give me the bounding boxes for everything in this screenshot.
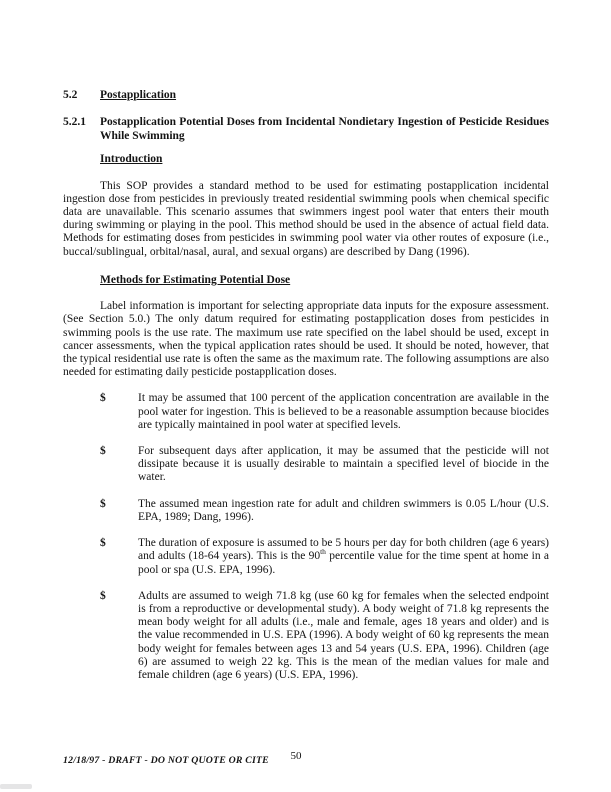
subsection-heading <box>63 116 549 143</box>
bullet-text: It may be assumed that 100 percent of the application concentration are available in the pool water for ingestion. This is believed to be a reasonable assumption because biocides are typically maintained in pool water at specified levels. <box>138 392 549 431</box>
list-item <box>100 445 549 485</box>
bullet-text: The assumed mean ingestion rate for adult and children swimmers is 0.05 L/hour (U.S. EPA, 1989; Dang, 1996). <box>138 497 549 523</box>
list-item <box>100 392 549 432</box>
scan-smudge <box>0 784 32 789</box>
draft-notice: 12/18/97 - DRAFT - DO NOT QUOTE OR CITE <box>63 755 269 766</box>
subsection-title: Postapplication Potential Doses from Incidental Nondietary Ingestion of Pesticide Residues While Swimming <box>100 116 549 142</box>
bullet-marker: $ <box>100 497 106 510</box>
section-number: 5.2 <box>63 89 78 101</box>
bullet-marker: $ <box>100 537 106 550</box>
bullet-marker: $ <box>100 589 106 602</box>
methods-paragraph: Label information is important for selecting appropriate data inputs for the exposure assessment. (See Section 5.0.) The only datum required for estimating postapplication doses from pesticides in swimming pools is the use rate. The maximum use rate specified on the label should be used, except in cancer assessments, when the typical application rates should be used. It should be noted, however, that the typical residential use rate is often the same as the maximum rate. The following assumptions are also needed for estimating daily pesticide postapplication doses. <box>63 300 549 379</box>
bullet-text: The duration of exposure is assumed to be 5 hours per day for both children (age 6 years) and adults (18-64 years). This is the 90th percentile value for the time spent at home in a pool or spa (U.S. EPA, 1996). <box>138 537 550 576</box>
subsection-number: 5.2.1 <box>63 116 86 129</box>
page-footer <box>63 750 549 770</box>
bullet-text: Adults are assumed to weigh 71.8 kg (use 60 kg for females when the selected endpoint is from a reproductive or developmental study). A body weight of 71.8 kg represents the mean body weight for all adults (i.e., male and female, ages 18 years and older) and is the value recommended in U.S. EPA (1996). A body weight of 60 kg represents the mean body weight for females between ages 13 and 54 years (U.S. EPA, 1996). Children (age 6) are assumed to weigh 22 kg. This is the mean of the median values for male and female children (age 6 years) (U.S. EPA, 1996). <box>138 589 549 681</box>
assumptions-list <box>63 392 549 682</box>
section-title: Postapplication <box>100 89 177 101</box>
list-item <box>100 537 549 577</box>
methods-heading: Methods for Estimating Potential Dose <box>100 273 291 286</box>
introduction-paragraph: This SOP provides a standard method to be used for estimating postapplication incidental ingestion dose from pesticides in previously treated residential swimming pools when chemical specific data are unavailable. This scenario assumes that swimmers ingest pool water that enters their mouth during swimming or playing in the pool. This method should be used in the absence of actual field data. Methods for estimating doses from pesticides in swimming pool water via other routes of exposure (i.e., buccal/sublingual, orbital/nasal, aural, and sexual organs) are described by Dang (1996). <box>63 179 549 258</box>
list-item <box>100 498 549 524</box>
section-heading <box>63 89 549 102</box>
page-number: 50 <box>290 750 302 762</box>
introduction-heading: Introduction <box>100 153 163 166</box>
bullet-text: For subsequent days after application, it may be assumed that the pesticide will not dissipate because it is usually desirable to maintain a specified level of biocide in the water. <box>138 445 549 484</box>
bullet-marker: $ <box>100 392 106 405</box>
list-item <box>100 590 549 682</box>
bullet-marker: $ <box>100 445 106 458</box>
